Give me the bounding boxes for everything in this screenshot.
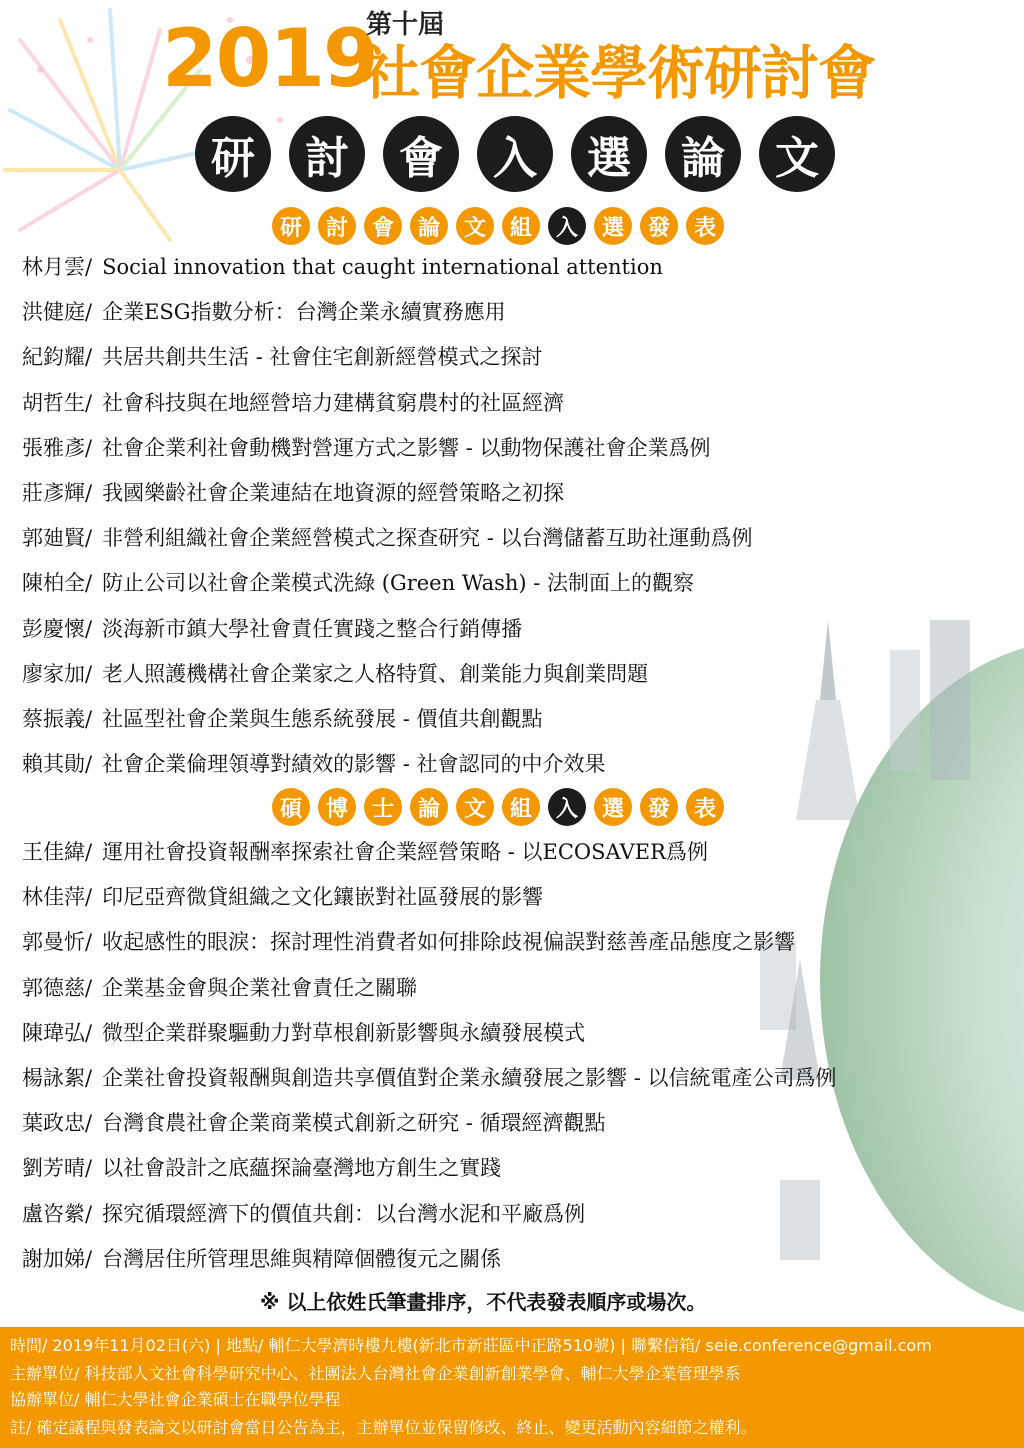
paper-title: 探究循環經濟下的價值共創：以台灣水泥和平廠爲例 xyxy=(102,1201,586,1226)
paper-author: 洪健庭/ xyxy=(22,300,93,325)
paper-title: 印尼亞齊微貸組織之文化鑲嵌對社區發展的影響 xyxy=(102,885,544,910)
paper-author: 郭德慈/ xyxy=(22,975,93,1000)
paper-row xyxy=(22,660,982,705)
graduate-papers-list xyxy=(22,838,982,1290)
paper-author: 謝加娣/ xyxy=(22,1246,93,1271)
paper-row xyxy=(22,705,982,750)
conference-papers-heading-char: 討 xyxy=(318,207,356,245)
paper-title: 我國樂齡社會企業連結在地資源的經營策略之初探 xyxy=(102,480,565,505)
paper-title: 非營利組織社會企業經營模式之探查研究 - 以台灣儲蓄互助社運動爲例 xyxy=(102,526,753,551)
paper-author: 林佳萍/ xyxy=(22,885,93,910)
paper-title: 企業ESG指數分析：台灣企業永續實務應用 xyxy=(102,300,506,325)
paper-author: 陳柏全/ xyxy=(22,571,93,596)
paper-author: 郭曼忻/ xyxy=(22,930,93,955)
paper-title: 社區型社會企業與生態系統發展 - 價值共創觀點 xyxy=(102,706,543,731)
subtitle-char-1: 研 xyxy=(195,116,271,192)
paper-title: 以社會設計之底蘊探論臺灣地方創生之實踐 xyxy=(102,1156,502,1181)
year-title: 2019 xyxy=(162,12,377,105)
footer-organizers: 主辦單位/ 科技部人文社會科學研究中心、社團法人台灣社會企業創新創業學會、輔仁大學企業管理學系 xyxy=(10,1364,741,1383)
paper-row xyxy=(22,928,982,973)
paper-row xyxy=(22,343,982,388)
paper-author: 林月雲/ xyxy=(22,255,93,279)
paper-row xyxy=(22,1019,982,1064)
conference-papers-heading-char: 論 xyxy=(410,207,448,245)
conference-papers-heading-char: 組 xyxy=(502,207,540,245)
paper-title: 企業基金會與企業社會責任之關聯 xyxy=(102,975,418,1000)
paper-author: 盧咨縈/ xyxy=(22,1201,93,1226)
graduate-papers-heading-char: 選 xyxy=(594,788,632,826)
paper-author: 王佳緯/ xyxy=(22,840,93,864)
paper-row xyxy=(22,615,982,660)
subtitle-char-3: 會 xyxy=(383,116,459,192)
conference-papers-heading-char: 表 xyxy=(686,207,724,245)
paper-author: 胡哲生/ xyxy=(22,390,93,415)
paper-title: 微型企業群聚驅動力對草根創新影響與永續發展模式 xyxy=(102,1020,586,1045)
graduate-papers-heading-char: 博 xyxy=(318,788,356,826)
paper-row xyxy=(22,1154,982,1199)
paper-title: 老人照護機構社會企業家之人格特質、創業能力與創業問題 xyxy=(102,661,649,686)
paper-row xyxy=(22,1200,982,1245)
subtitle-char-5: 選 xyxy=(571,116,647,192)
paper-row xyxy=(22,389,982,434)
paper-author: 郭廸賢/ xyxy=(22,526,93,551)
paper-author: 張雅彥/ xyxy=(22,435,93,460)
sorting-note: ※ 以上依姓氏筆畫排序，不代表發表順序或場次。 xyxy=(260,1290,707,1314)
paper-title: 社會企業利社會動機對營運方式之影響 - 以動物保護社會企業爲例 xyxy=(102,435,711,460)
paper-title: 台灣食農社會企業商業模式創新之研究 - 循環經濟觀點 xyxy=(102,1111,606,1136)
subtitle-char-7: 文 xyxy=(759,116,835,192)
paper-author: 彭慶懷/ xyxy=(22,616,93,641)
conference-papers-heading-char: 入 xyxy=(548,207,586,245)
paper-title: 防止公司以社會企業模式洗綠 (Green Wash) - 法制面上的觀察 xyxy=(102,571,695,596)
paper-row xyxy=(22,253,982,298)
graduate-papers-heading-char: 碩 xyxy=(272,788,310,826)
subtitle-badges xyxy=(195,116,835,192)
graduate-papers-heading-char: 士 xyxy=(364,788,402,826)
paper-title: 共居共創共生活 - 社會住宅創新經營模式之探討 xyxy=(102,345,543,370)
paper-row xyxy=(22,974,982,1019)
graduate-papers-heading-char: 入 xyxy=(548,788,586,826)
paper-row xyxy=(22,1245,982,1290)
section-heading-conference-papers xyxy=(272,207,724,245)
paper-row xyxy=(22,1064,982,1109)
paper-author: 莊彥輝/ xyxy=(22,480,93,505)
paper-row xyxy=(22,434,982,479)
conference-papers-heading-char: 選 xyxy=(594,207,632,245)
graduate-papers-heading-char: 發 xyxy=(640,788,678,826)
paper-author: 賴其勛/ xyxy=(22,752,93,777)
graduate-papers-heading-char: 組 xyxy=(502,788,540,826)
edition-label: 第十屆 xyxy=(366,10,445,40)
paper-row xyxy=(22,1109,982,1154)
paper-row xyxy=(22,838,982,883)
paper-title: 企業社會投資報酬與創造共享價值對企業永續發展之影響 - 以信統電產公司爲例 xyxy=(102,1065,837,1090)
paper-author: 劉芳晴/ xyxy=(22,1156,93,1181)
subtitle-char-2: 討 xyxy=(289,116,365,192)
paper-author: 陳瑋弘/ xyxy=(22,1020,93,1045)
paper-row xyxy=(22,298,982,343)
paper-author: 蔡振義/ xyxy=(22,706,93,731)
poster-header xyxy=(0,0,1024,205)
paper-row xyxy=(22,479,982,524)
subtitle-char-6: 論 xyxy=(665,116,741,192)
paper-author: 紀鈞耀/ xyxy=(22,345,93,370)
conference-papers-list xyxy=(22,253,982,795)
paper-title: Social innovation that caught international attention xyxy=(102,255,663,279)
paper-title: 運用社會投資報酬率探索社會企業經營策略 - 以ECOSAVER爲例 xyxy=(102,840,708,864)
graduate-papers-heading-char: 論 xyxy=(410,788,448,826)
paper-title: 淡海新市鎮大學社會責任實踐之整合行銷傳播 xyxy=(102,616,523,641)
graduate-papers-heading-char: 表 xyxy=(686,788,724,826)
paper-row xyxy=(22,524,982,569)
paper-author: 楊詠絮/ xyxy=(22,1065,93,1090)
paper-row xyxy=(22,569,982,614)
paper-author: 廖家加/ xyxy=(22,661,93,686)
footer-co-organizers: 協辦單位/ 輔仁大學社會企業碩士在職學位學程 xyxy=(10,1390,341,1409)
paper-author: 葉政忠/ xyxy=(22,1111,93,1136)
footer-info-bar xyxy=(0,1327,1024,1448)
paper-title: 台灣居住所管理思維與精障個體復元之關係 xyxy=(102,1246,502,1271)
subtitle-char-4: 入 xyxy=(477,116,553,192)
conference-papers-heading-char: 會 xyxy=(364,207,402,245)
footer-time-location-contact: 時間/ 2019年11月02日(六) | 地點/ 輔仁大學濟時樓九樓(新北市新莊區中正路510號) | 聯繫信箱/ seie.conference@gmail.com xyxy=(10,1336,932,1355)
graduate-papers-heading-char: 文 xyxy=(456,788,494,826)
conference-papers-heading-char: 研 xyxy=(272,207,310,245)
paper-title: 收起感性的眼淚：探討理性消費者如何排除歧視偏誤對慈善產品態度之影響 xyxy=(102,930,796,955)
footer-disclaimer: 註/ 確定議程與發表論文以研討會當日公告為主，主辦單位並保留修改、終止、變更活動內容細節之權利。 xyxy=(10,1418,757,1437)
paper-title: 社會企業倫理領導對績效的影響 - 社會認同的中介效果 xyxy=(102,752,606,777)
conference-title: 社會企業學術研討會 xyxy=(362,39,876,107)
conference-papers-heading-char: 發 xyxy=(640,207,678,245)
paper-row xyxy=(22,883,982,928)
conference-papers-heading-char: 文 xyxy=(456,207,494,245)
section-heading-graduate-papers xyxy=(272,788,724,826)
paper-title: 社會科技與在地經營培力建構貧窮農村的社區經濟 xyxy=(102,390,565,415)
